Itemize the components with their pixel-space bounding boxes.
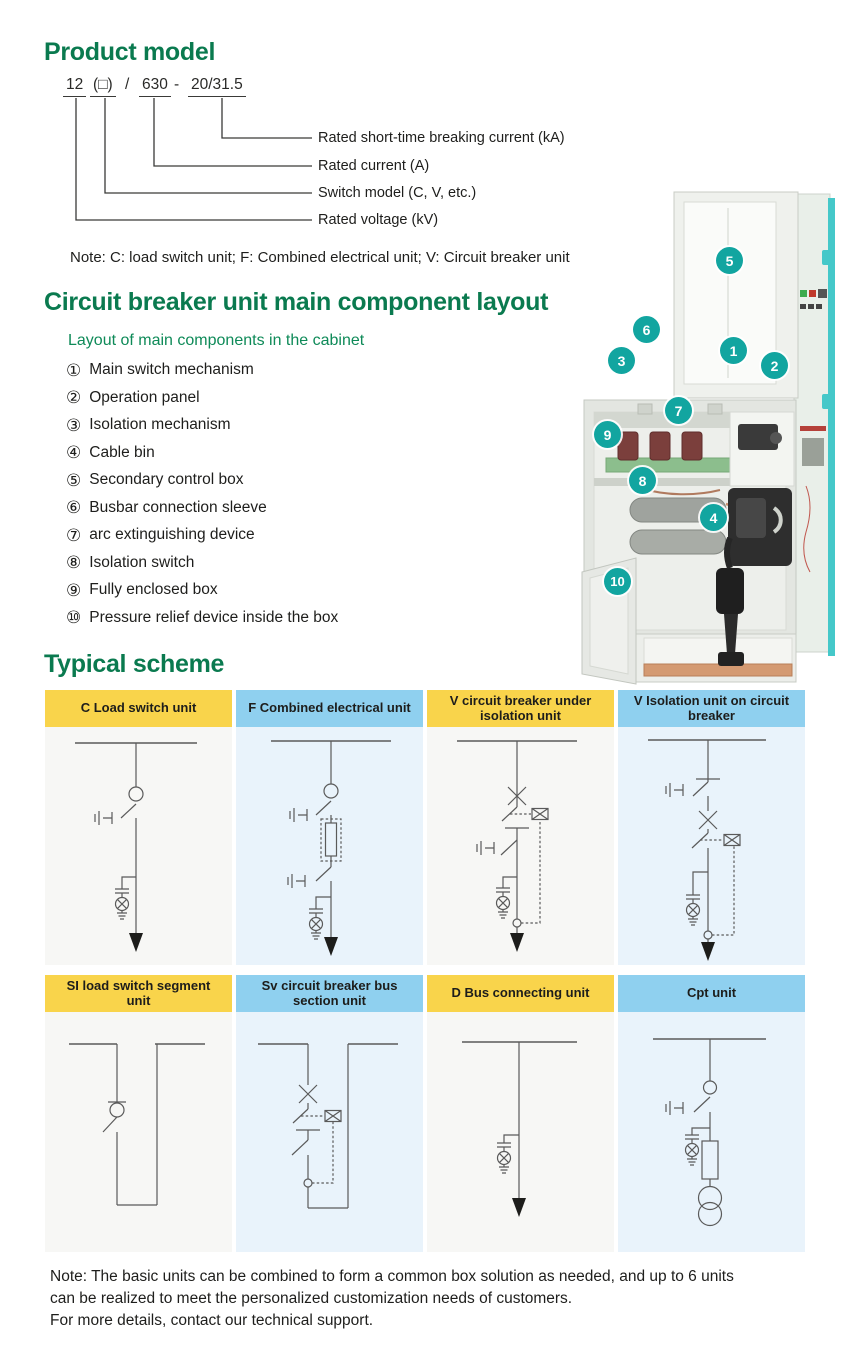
model-label-rated-current: Rated current (A) <box>318 158 430 174</box>
scheme-cell-f-combined <box>236 690 423 965</box>
typical-scheme-heading: Typical scheme <box>44 650 225 678</box>
model-label-switch-model: Switch model (C, V, etc.) <box>318 185 477 201</box>
cabinet-badge-6: 6 <box>633 316 660 343</box>
scheme-header: V circuit breaker under isolation unit <box>427 690 614 727</box>
model-separator-dash: - <box>174 76 180 93</box>
footer-note-line: can be realized to meet the personalized customization needs of customers. <box>50 1290 573 1307</box>
scheme-cell-v-isolation-on-breaker <box>618 690 805 965</box>
scheme-cell-sv-bus-section <box>236 975 423 1252</box>
typical-scheme-grid <box>45 690 805 1252</box>
list-item: ① Main switch mechanism <box>66 360 254 380</box>
component-list <box>66 361 338 627</box>
model-segment-breaking: 20/31.5 <box>188 76 246 97</box>
model-segment-voltage: 12 <box>63 76 86 97</box>
list-item: ⑧ Isolation switch <box>66 553 195 572</box>
scheme-cpt-diagram <box>618 1012 805 1248</box>
cabinet-badge-10: 10 <box>604 568 631 595</box>
scheme-header: Sv circuit breaker bus section unit <box>236 975 423 1012</box>
cabinet-badge-7: 7 <box>665 397 692 424</box>
component-layout-heading: Circuit breaker unit main component layout <box>44 288 549 316</box>
scheme-header: Cpt unit <box>618 975 805 1012</box>
scheme-header: C Load switch unit <box>45 690 232 727</box>
cabinet-cutaway-image <box>578 186 862 686</box>
list-item: ⑩ Pressure relief device inside the box <box>66 608 339 627</box>
list-item: ④ Cable bin <box>66 443 155 462</box>
list-item: ⑤ Secondary control box <box>66 470 244 490</box>
list-item: ⑦ arc extinguishing device <box>66 525 255 545</box>
model-segment-switch: (□) <box>90 76 116 97</box>
component-layout-subheading: Layout of main components in the cabinet <box>68 332 365 349</box>
cabinet-badge-5: 5 <box>716 247 743 274</box>
scheme-header: V Isolation unit on circuit breaker <box>618 690 805 727</box>
model-separator-slash: / <box>125 76 130 93</box>
cabinet-badge-4: 4 <box>700 504 727 531</box>
scheme-si-segment-diagram <box>45 1012 232 1248</box>
list-item: ③ Isolation mechanism <box>66 415 231 435</box>
scheme-d-bus-connecting-diagram <box>427 1012 614 1248</box>
cabinet-badge-3: 3 <box>608 347 635 374</box>
footer-note-line: Note: The basic units can be combined to form a common box solution as needed, and up to 6 units <box>50 1268 734 1285</box>
cabinet-badge-2: 2 <box>761 352 788 379</box>
model-connector-lines <box>44 98 344 226</box>
scheme-header: F Combined electrical unit <box>236 690 423 727</box>
cabinet-badge-1: 1 <box>720 337 747 364</box>
scheme-cell-c-load-switch <box>45 690 232 965</box>
cabinet-badge-9: 9 <box>594 421 621 448</box>
scheme-header: SI load switch segment unit <box>45 975 232 1012</box>
cabinet-badge-8: 8 <box>629 467 656 494</box>
scheme-cell-d-bus-connecting <box>427 975 614 1252</box>
model-note: Note: C: load switch unit; F: Combined electrical unit; V: Circuit breaker unit <box>70 249 570 266</box>
list-item: ② Operation panel <box>66 388 200 407</box>
footer-note <box>50 1266 734 1332</box>
scheme-cell-v-under-isolation <box>427 690 614 965</box>
scheme-v-isolation-on-breaker-diagram <box>618 727 805 963</box>
scheme-cell-si-segment <box>45 975 232 1252</box>
product-model-heading: Product model <box>44 38 216 66</box>
scheme-cell-cpt <box>618 975 805 1252</box>
model-segment-current: 630 <box>139 76 171 97</box>
footer-note-line: For more details, contact our technical support. <box>50 1312 374 1329</box>
scheme-header: D Bus connecting unit <box>427 975 614 1012</box>
model-label-breaking-current: Rated short-time breaking current (kA) <box>318 130 565 146</box>
scheme-f-combined-diagram <box>236 727 423 963</box>
list-item: ⑨ Fully enclosed box <box>66 580 218 600</box>
scheme-c-load-switch-diagram <box>45 727 232 963</box>
scheme-v-under-isolation-diagram <box>427 727 614 963</box>
model-label-rated-voltage: Rated voltage (kV) <box>318 212 439 228</box>
list-item: ⑥ Busbar connection sleeve <box>66 498 267 517</box>
scheme-sv-bus-section-diagram <box>236 1012 423 1248</box>
